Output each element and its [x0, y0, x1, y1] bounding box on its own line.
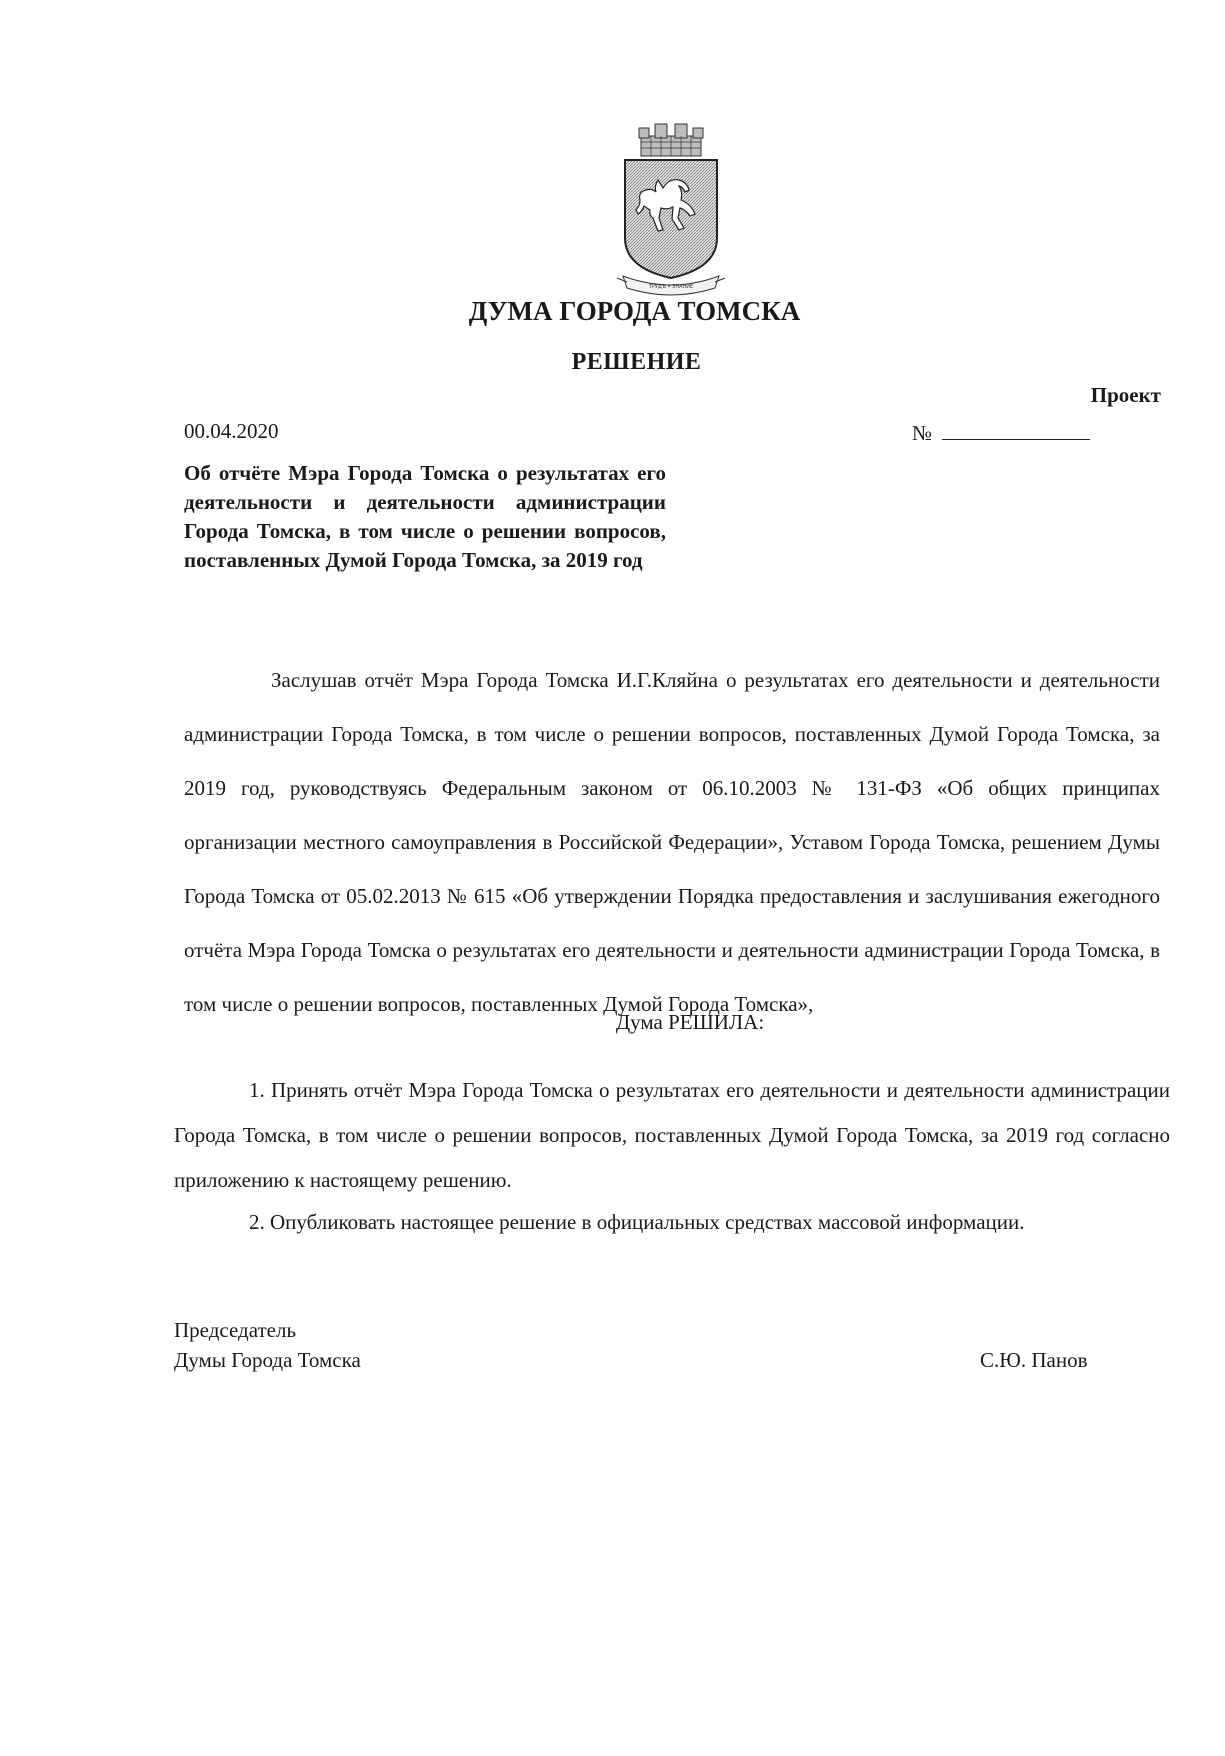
signatory-name: С.Ю. Панов: [980, 1348, 1088, 1372]
svg-text:ТРУДЪ • ЗНАНИЕ: ТРУДЪ • ЗНАНИЕ: [648, 284, 694, 290]
resolution-item-2: 2. Опубликовать настоящее решение в официальных средствах массовой информации.: [249, 1210, 1025, 1234]
resolution-item-1: 1. Принять отчёт Мэра Города Томска о результатах его деятельности и деятельности администрации Города Томска, в том числе о решении вопросов, поставленных Думой Города Томска, за 2019 год согласно приложению к настоящему решению.: [174, 1078, 1170, 1192]
signatory-role-line-1: Председатель: [174, 1318, 297, 1342]
signatory-position: [174, 1315, 361, 1375]
signatory-role-line-2: Думы Города Томска: [174, 1348, 361, 1372]
document-number: [912, 419, 1090, 446]
organization-title: ДУМА ГОРОДА ТОМСКА: [468, 296, 801, 326]
document-subject: Об отчёте Мэра Города Томска о результатах его деятельности и деятельности администрации Города Томска, в том числе о решении вопросов, поставленных Думой Города Томска, за 2019 год: [184, 461, 666, 572]
number-blank-line: [942, 419, 1090, 440]
document-date: 00.04.2020: [184, 419, 279, 443]
coat-of-arms-emblem: [615, 118, 727, 296]
resolution-heading: Дума РЕШИЛА:: [615, 1010, 765, 1034]
document-type-title: РЕШЕНИЕ: [571, 349, 702, 375]
draft-label: Проект: [1090, 383, 1161, 407]
preamble-paragraph: Заслушав отчёт Мэра Города Томска И.Г.Кляйна о результатах его деятельности и деятельности администрации Города Томска, в том числе о решении вопросов, поставленных Думой Города Томска, за 2019 год, руководствуясь Федеральным законом от 06.10.2003 № 131-ФЗ «Об общих принципах организации местного самоуправления в Российской Федерации», Уставом Города Томска, решением Думы Города Томска от 05.02.2013 № 615 «Об утверждении Порядка предоставления и заслушивания ежегодного отчёта Мэра Города Томска о результатах его деятельности и деятельности администрации Города Томска, в том числе о решении вопросов, поставленных Думой Города Томска»,: [184, 668, 1160, 1016]
number-label: №: [912, 421, 933, 445]
